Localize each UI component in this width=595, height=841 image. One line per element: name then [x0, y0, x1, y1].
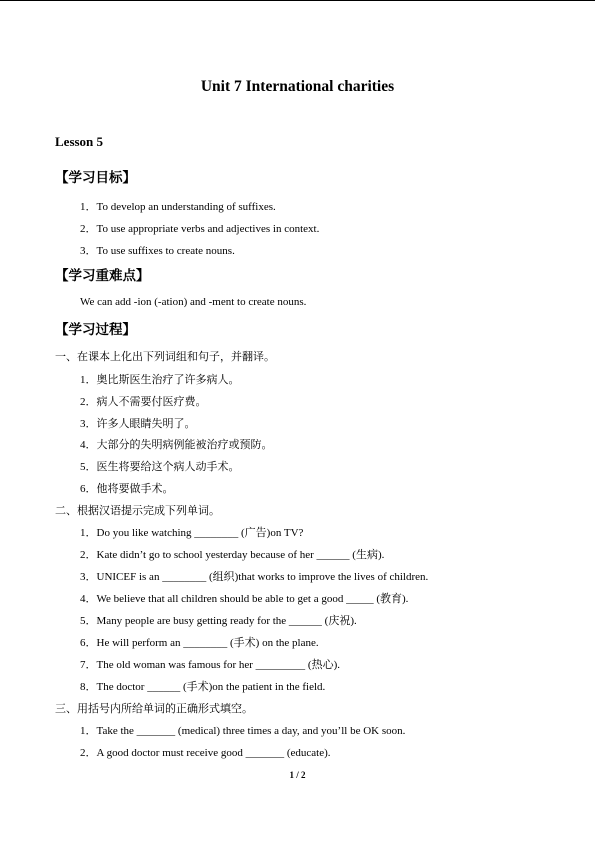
part3-item: 1．Take the _______ (medical) three times a day, and you’ll be OK soon. [80, 725, 406, 737]
part1-item: 1．奥比斯医生治疗了许多病人。 [80, 374, 240, 386]
objective-item: 1．To develop an understanding of suffixes. [80, 201, 276, 213]
objective-item: 2．To use appropriate verbs and adjectives in context. [80, 223, 320, 235]
page-number: 1 / 2 [289, 770, 306, 780]
part1-item: 5．医生将要给这个病人动手术。 [80, 461, 240, 473]
focus-heading: 【学习重难点】 [55, 268, 150, 284]
part2-item: 5．Many people are busy getting ready for the ______ (庆祝). [80, 615, 357, 627]
part3-item: 2．A good doctor must receive good _______ (educate). [80, 747, 331, 759]
part2-heading: 二、根据汉语提示完成下列单词。 [55, 505, 220, 517]
part2-item: 6．He will perform an ________ (手术) on the plane. [80, 637, 319, 649]
part2-item: 3．UNICEF is an ________ (组织)that works to improve the lives of children. [80, 571, 429, 583]
objective-item: 3．To use suffixes to create nouns. [80, 245, 235, 257]
objectives-heading: 【学习目标】 [55, 170, 136, 186]
part3-heading: 三、用括号内所给单词的正确形式填空。 [55, 703, 253, 715]
part2-item: 4．We believe that all children should be able to get a good _____ (教育). [80, 593, 409, 605]
top-rule [0, 0, 595, 1]
focus-text: We can add -ion (-ation) and -ment to create nouns. [80, 296, 307, 308]
part1-item: 3．许多人眼睛失明了。 [80, 418, 196, 430]
part2-item: 8．The doctor ______ (手术)on the patient in the field. [80, 681, 326, 693]
part2-item: 2．Kate didn’t go to school yesterday because of her ______ (生病). [80, 549, 385, 561]
part2-item: 7．The old woman was famous for her _________ (热心). [80, 659, 340, 671]
part1-heading: 一、在课本上化出下列词组和句子，并翻译。 [55, 351, 275, 363]
process-heading: 【学习过程】 [55, 322, 136, 338]
part1-item: 4．大部分的失明病例能被治疗或预防。 [80, 439, 273, 451]
lesson-heading: Lesson 5 [55, 134, 104, 149]
document-title: Unit 7 International charities [200, 78, 395, 95]
part1-item: 6．他将要做手术。 [80, 483, 174, 495]
part1-item: 2．病人不需要付医疗费。 [80, 396, 207, 408]
part2-item: 1．Do you like watching ________ (广告)on TV? [80, 527, 304, 539]
